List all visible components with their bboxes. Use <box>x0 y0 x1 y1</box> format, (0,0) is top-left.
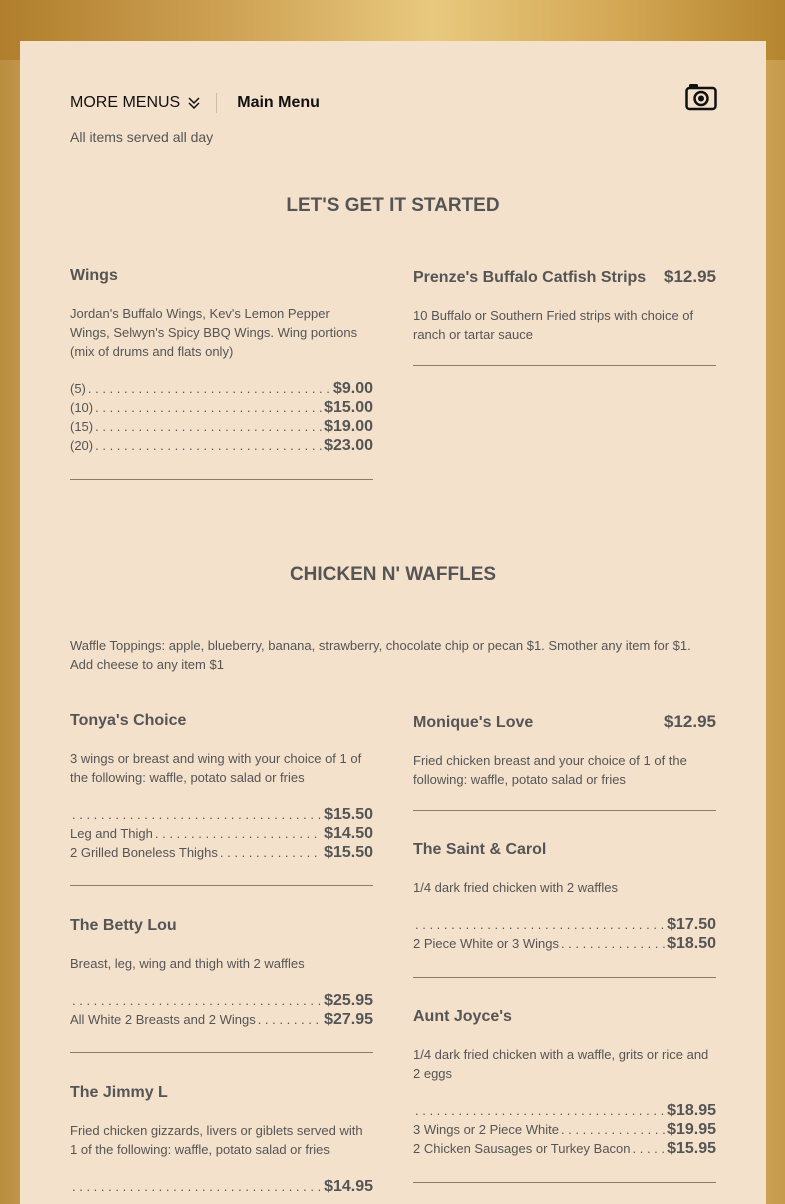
price-value: $14.95 <box>324 1178 373 1195</box>
item-divider <box>413 977 716 978</box>
item-name: The Betty Lou <box>70 917 177 934</box>
price-row <box>70 437 373 456</box>
price-value: $15.50 <box>324 806 373 823</box>
leader-dots <box>95 419 322 434</box>
item-description: 1/4 dark fried chicken with a waffle, grits or rice and 2 eggs <box>413 1047 709 1081</box>
price-label: (15) <box>70 419 94 434</box>
item-divider <box>413 1182 716 1183</box>
leader-dots <box>72 807 322 822</box>
price-label: 2 Piece White or 3 Wings <box>413 936 559 951</box>
item-name: Wings <box>70 267 118 284</box>
menu-item-betty-lou <box>70 917 373 1030</box>
price-row <box>70 418 373 437</box>
item-name: Tonya's Choice <box>70 712 187 729</box>
price-value: $14.50 <box>324 825 373 842</box>
price-label: All White 2 Breasts and 2 Wings <box>70 1012 256 1027</box>
price-value: $9.00 <box>332 380 373 397</box>
item-description: 1/4 dark fried chicken with 2 waffles <box>413 880 618 895</box>
price-row <box>70 992 373 1011</box>
leader-dots <box>415 1103 665 1118</box>
price-row <box>70 380 373 399</box>
price-row <box>70 806 373 825</box>
leader-dots <box>88 381 331 396</box>
menu-panel <box>20 41 766 1204</box>
price-row <box>70 1178 373 1197</box>
section-title-started: LET'S GET IT STARTED <box>286 195 500 216</box>
price-list <box>70 1178 373 1197</box>
menu-item-wings <box>70 267 373 456</box>
item-description: 3 wings or breast and wing with your choice of 1 of the following: waffle, potato salad or fries <box>70 751 362 785</box>
leader-dots <box>415 917 665 932</box>
price-row <box>413 935 716 954</box>
price-row <box>413 1102 716 1121</box>
price-row <box>70 399 373 418</box>
price-value: $19.00 <box>324 418 373 435</box>
price-row <box>413 1140 716 1159</box>
item-name: Prenze's Buffalo Catfish Strips <box>413 269 647 286</box>
leader-dots <box>72 993 322 1008</box>
price-label: (20) <box>70 438 94 453</box>
price-value: $23.00 <box>324 437 373 454</box>
menu-bar <box>70 93 320 113</box>
menu-subtitle: All items served all day <box>70 129 214 145</box>
item-price: $12.95 <box>664 712 716 731</box>
item-divider <box>413 365 716 366</box>
item-name: The Jimmy L <box>70 1084 168 1101</box>
menubar-divider <box>216 93 217 113</box>
item-description: Breast, leg, wing and thigh with 2 waffles <box>70 956 305 971</box>
price-value: $18.50 <box>667 935 716 952</box>
price-label: 2 Chicken Sausages or Turkey Bacon <box>413 1141 631 1156</box>
price-row <box>70 844 373 863</box>
price-value: $19.95 <box>667 1121 716 1138</box>
more-menus-label: MORE MENUS <box>70 94 181 111</box>
item-divider <box>70 1052 373 1053</box>
price-label: 3 Wings or 2 Piece White <box>413 1122 559 1137</box>
item-divider <box>413 810 716 811</box>
price-value: $25.95 <box>324 992 373 1009</box>
leader-dots <box>95 438 322 453</box>
double-chevron-down-icon <box>188 96 200 110</box>
price-row <box>70 1011 373 1030</box>
item-divider <box>70 479 373 480</box>
item-description: Fried chicken gizzards, livers or giblets served with 1 of the following: waffle, potato salad or fries <box>70 1123 363 1157</box>
waffle-toppings-note: Waffle Toppings: apple, blueberry, banana, strawberry, chocolate chip or pecan $1. Smother any item for $1. Add cheese to any item $1 <box>70 638 691 672</box>
price-list <box>70 992 373 1030</box>
menu-item-jimmy-l <box>70 1084 373 1197</box>
menu-item-tonyas-choice <box>70 712 373 863</box>
price-label: Leg and Thigh <box>70 826 153 841</box>
price-value: $15.50 <box>324 844 373 861</box>
leader-dots <box>155 826 322 841</box>
price-row <box>413 916 716 935</box>
leader-dots <box>561 1122 665 1137</box>
item-description: 10 Buffalo or Southern Fried strips with choice of ranch or tartar sauce <box>413 308 694 342</box>
price-list <box>413 916 716 954</box>
item-divider <box>70 885 373 886</box>
leader-dots <box>633 1141 666 1156</box>
leader-dots <box>220 845 322 860</box>
item-description: Jordan's Buffalo Wings, Kev's Lemon Pepper Wings, Selwyn's Spicy BBQ Wings. Wing portions (mix of drums and flats only) <box>70 306 358 359</box>
price-label: (10) <box>70 400 94 415</box>
section-title-waffles: CHICKEN N' WAFFLES <box>289 564 497 585</box>
price-row <box>70 825 373 844</box>
price-row <box>413 1121 716 1140</box>
price-value: $27.95 <box>324 1011 373 1028</box>
price-list <box>70 806 373 863</box>
leader-dots <box>72 1179 322 1194</box>
menu-item-saint-and-carol <box>413 841 716 954</box>
price-value: $17.50 <box>667 916 716 933</box>
price-list <box>70 380 373 456</box>
menu-item-aunt-joyces <box>413 1008 716 1159</box>
item-description: Fried chicken breast and your choice of 1 of the following: waffle, potato salad or fries <box>413 753 687 787</box>
price-label: (5) <box>70 381 86 396</box>
menu-item-moniques-love <box>413 712 716 789</box>
price-label: 2 Grilled Boneless Thighs <box>70 845 218 860</box>
leader-dots <box>561 936 665 951</box>
item-price: $12.95 <box>664 267 716 286</box>
item-name: Monique's Love <box>413 714 534 731</box>
item-name: Aunt Joyce's <box>413 1008 512 1025</box>
camera-icon[interactable] <box>685 81 717 111</box>
menu-item-catfish-strips <box>413 267 716 344</box>
price-value: $15.95 <box>667 1140 716 1157</box>
item-name: The Saint & Carol <box>413 841 547 858</box>
more-menus-dropdown[interactable] <box>70 94 200 112</box>
leader-dots <box>258 1012 322 1027</box>
main-menu-tab[interactable]: Main Menu <box>237 94 320 111</box>
leader-dots <box>95 400 322 415</box>
price-value: $18.95 <box>667 1102 716 1119</box>
price-value: $15.00 <box>324 399 373 416</box>
price-list <box>413 1102 716 1159</box>
